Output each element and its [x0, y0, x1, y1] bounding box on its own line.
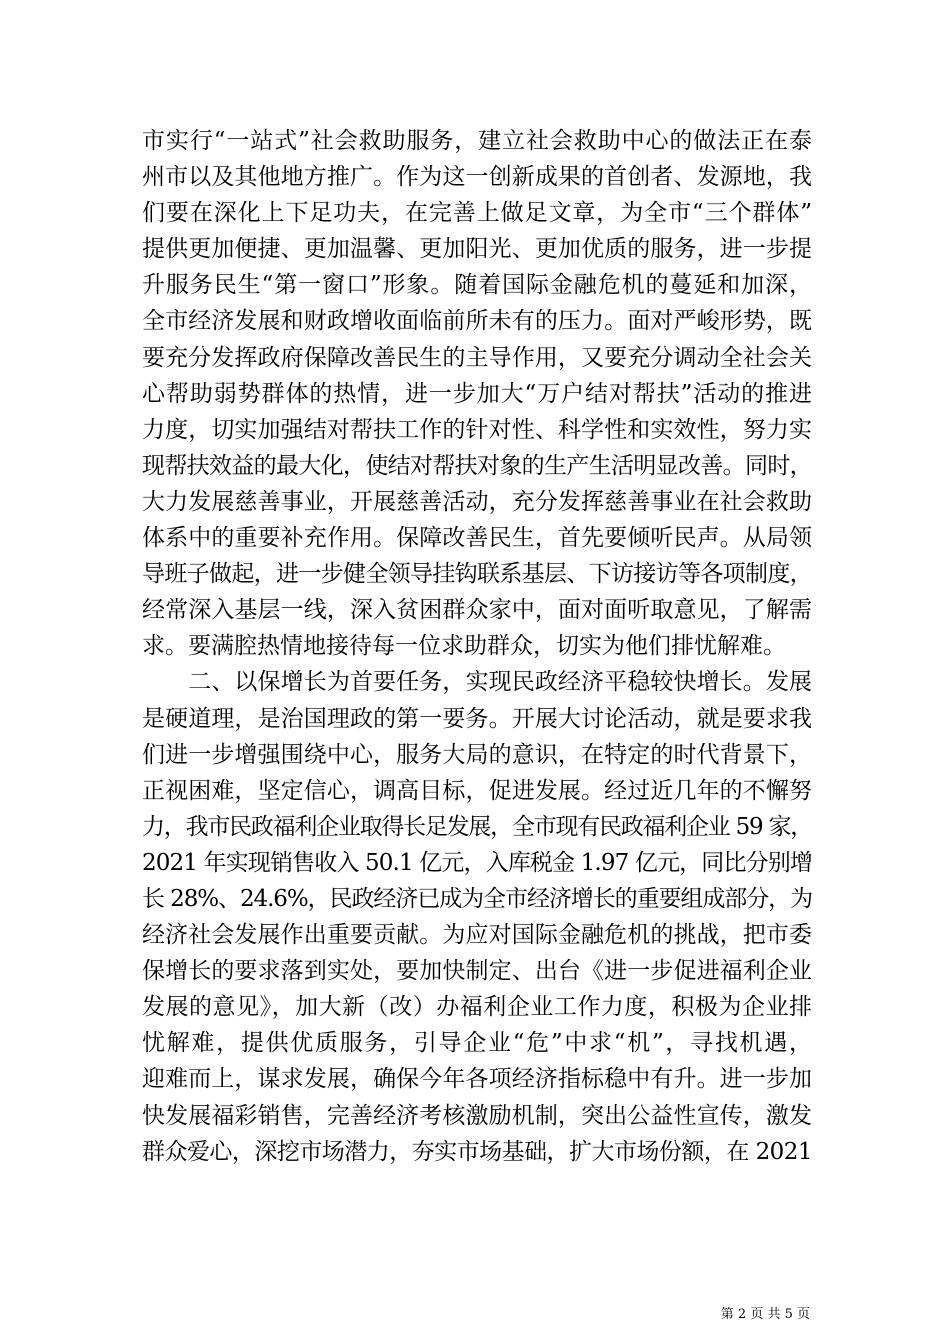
text-line: 保增长的要求落到实处，要加快制定、出台《进一步促进福利企业: [142, 958, 812, 985]
page-number-footer: 第 2 页 共 5 页: [720, 1307, 810, 1322]
body-text: [142, 123, 812, 1170]
text-line: 大力发展慈善事业，开展慈善活动，充分发挥慈善事业在社会救助: [142, 488, 812, 515]
text-line: 现帮扶效益的最大化，使结对帮扶对象的生产生活明显改善。同时，: [142, 452, 813, 479]
text-line: 市实行“一站式”社会救助服务，建立社会救助中心的做法正在泰: [142, 128, 812, 154]
text-line: 升服务民生“第一窗口”形象。随着国际金融危机的蔓延和加深，: [142, 272, 812, 299]
text-line: 力，我市民政福利企业取得长足发展，全市现有民政福利企业 59 家，: [142, 813, 812, 840]
text-line: 迎难而上，谋求发展，确保今年各项经济指标稳中有升。进一步加: [142, 1066, 812, 1093]
text-line: 们要在深化上下足功夫，在完善上做足文章，为全市“三个群体”: [142, 200, 812, 227]
text-line: 力度，切实加强结对帮扶工作的针对性、科学性和实效性，努力实: [142, 416, 812, 443]
text-line: 体系中的重要补充作用。保障改善民生，首先要倾听民声。从局领: [142, 525, 812, 552]
text-line: 州市以及其他地方推广。作为这一创新成果的首创者、发源地，我: [142, 164, 812, 191]
text-line: 导班子做起，进一步健全领导挂钩联系基层、下访接访等各项制度，: [142, 561, 813, 588]
text-line: 全市经济发展和财政增收面临前所未有的压力。面对严峻形势，既: [142, 308, 812, 335]
text-line: 要充分发挥政府保障改善民生的主导作用，又要充分调动全社会关: [142, 344, 812, 371]
text-line: 发展的意见》，加大新（改）办福利企业工作力度，积极为企业排: [142, 994, 812, 1021]
text-line: 忧解难，提供优质服务，引导企业“危”中求“机”，寻找机遇，: [142, 1030, 812, 1057]
text-line: 快发展福彩销售，完善经济考核激励机制，突出公益性宣传，激发: [142, 1102, 812, 1129]
text-line: 正视困难，坚定信心，调高目标，促进发展。经过近几年的不懈努: [142, 777, 812, 804]
text-line: 心帮助弱势群体的热情，进一步加大“万户结对帮扶”活动的推进: [142, 380, 812, 407]
text-line: 提供更加便捷、更加温馨、更加阳光、更加优质的服务，进一步提: [142, 236, 812, 263]
paragraph-2: [142, 664, 812, 1169]
text-line: 2021 年实现销售收入 50.1 亿元，入库税金 1.97 亿元，同比分别增: [142, 849, 812, 876]
text-line: 长 28%、24.6%，民政经济已成为全市经济增长的重要组成部分，为: [142, 885, 812, 912]
text-line: 经济社会发展作出重要贡献。为应对国际金融危机的挑战，把市委: [142, 922, 812, 949]
text-line: 二、以保增长为首要任务，实现民政经济平稳较快增长。发展: [142, 669, 812, 696]
text-line: 们进一步增强围绕中心，服务大局的意识，在特定的时代背景下，: [142, 741, 812, 768]
text-line: 经常深入基层一线，深入贫困群众家中，面对面听取意见，了解需: [142, 597, 812, 624]
text-line: 是硬道理，是治国理政的第一要务。开展大讨论活动，就是要求我: [142, 705, 812, 732]
paragraph-1: [142, 123, 812, 664]
text-line: 群众爱心，深挖市场潜力，夯实市场基础，扩大市场份额，在 2021: [142, 1138, 812, 1165]
text-line: 求。要满腔热情地接待每一位求助群众，切实为他们排忧解难。: [142, 633, 786, 660]
